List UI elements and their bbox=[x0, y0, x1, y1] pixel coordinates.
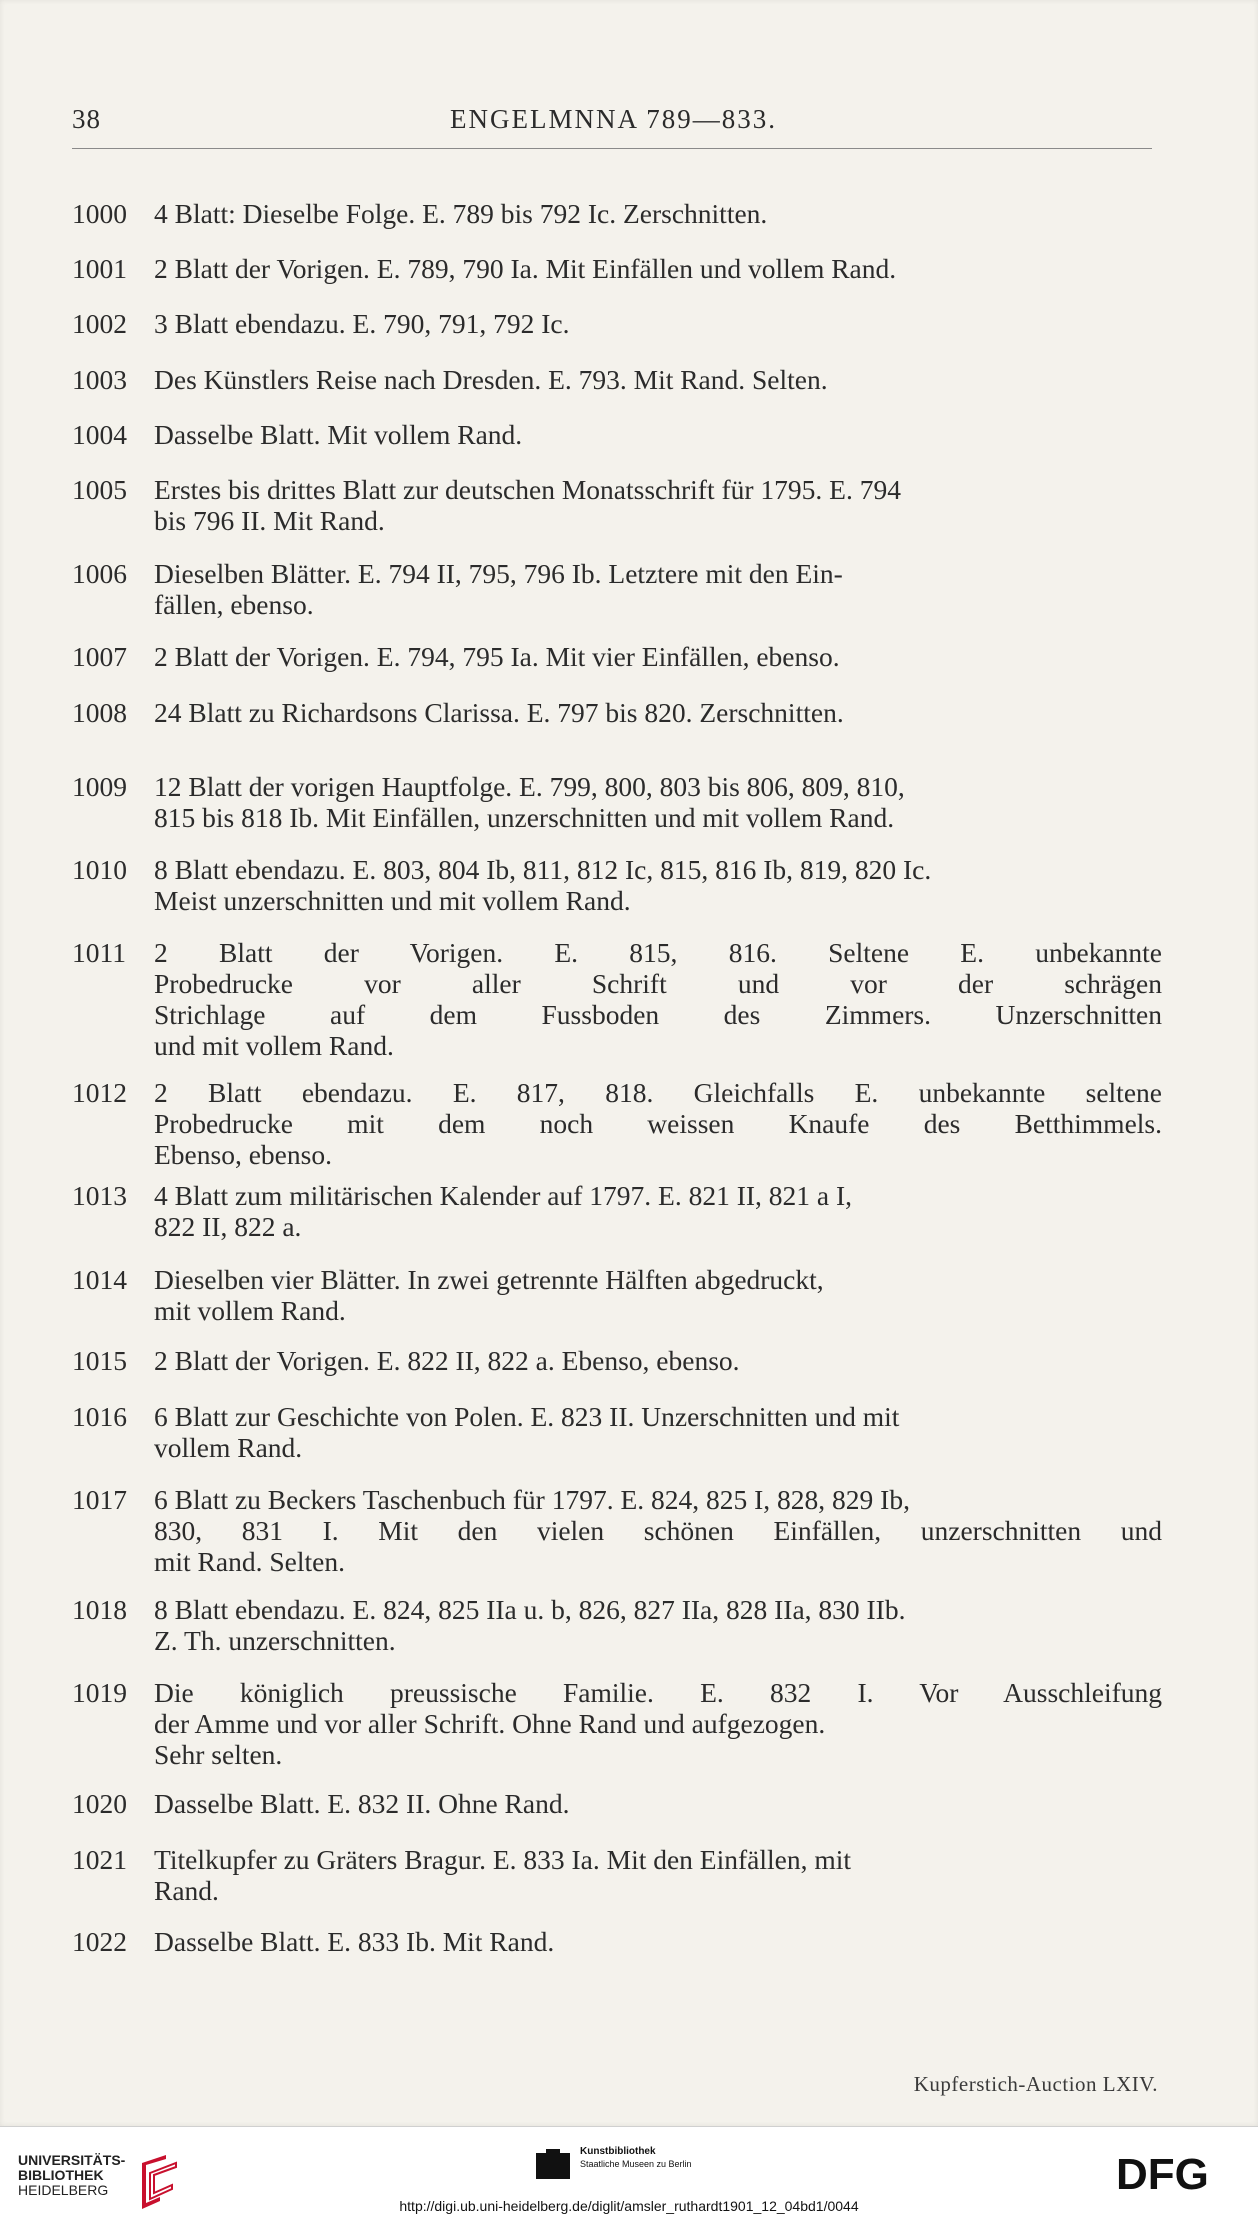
entry-text bbox=[154, 1264, 1162, 1326]
kb-title: Kunstbibliothek bbox=[580, 2146, 656, 2157]
entry-line: Meist unzerschnitten und mit vollem Rand. bbox=[154, 885, 631, 916]
entry-number: 1009 bbox=[72, 771, 127, 802]
entry-number: 1019 bbox=[72, 1677, 127, 1708]
entry-line: Dieselben vier Blätter. In zwei getrennte Hälften abgedruckt, bbox=[154, 1264, 824, 1295]
entry-line: 822 II, 822 a. bbox=[154, 1211, 302, 1242]
entry-line: 4 Blatt: Dieselbe Folge. E. 789 bis 792 Ic. Zerschnitten. bbox=[154, 198, 768, 229]
catalogue-entry bbox=[72, 474, 1162, 536]
entry-text bbox=[154, 419, 1162, 450]
entry-text bbox=[154, 937, 1162, 1061]
catalogue-entry bbox=[72, 253, 1162, 284]
entry-line: Dasselbe Blatt. E. 833 Ib. Mit Rand. bbox=[154, 1926, 555, 1957]
signature-footer: Kupferstich-Auction LXIV. bbox=[913, 2072, 1158, 2096]
header-rule bbox=[72, 148, 1152, 149]
entry-line: 2 Blatt der Vorigen. E. 789, 790 Ia. Mit Einfällen und vollem Rand. bbox=[154, 253, 897, 284]
entry-line: Des Künstlers Reise nach Dresden. E. 793. Mit Rand. Selten. bbox=[154, 364, 828, 395]
entry-number: 1010 bbox=[72, 854, 127, 885]
entry-text bbox=[154, 558, 1162, 620]
entry-line: Rand. bbox=[154, 1875, 219, 1906]
entry-line: Sehr selten. bbox=[154, 1739, 283, 1770]
entry-number: 1008 bbox=[72, 697, 127, 728]
entry-line: 4 Blatt zum militärischen Kalender auf 1797. E. 821 II, 821 a I, bbox=[154, 1180, 853, 1211]
entry-text bbox=[154, 474, 1162, 536]
entry-number: 1020 bbox=[72, 1788, 127, 1819]
entry-line: 815 bis 818 Ib. Mit Einfällen, unzerschnitten und mit vollem Rand. bbox=[154, 802, 895, 833]
entry-number: 1021 bbox=[72, 1844, 127, 1875]
catalogue-entry bbox=[72, 364, 1162, 395]
catalogue-entry bbox=[72, 854, 1162, 916]
catalogue-entry bbox=[72, 558, 1162, 620]
entry-line: 2 Blatt der Vorigen. E. 794, 795 Ia. Mit vier Einfällen, ebenso. bbox=[154, 641, 840, 672]
catalogue-entry bbox=[72, 1180, 1162, 1242]
entry-text bbox=[154, 253, 1162, 284]
kunstbibliothek-emblem-icon bbox=[536, 2149, 570, 2179]
entry-text bbox=[154, 1345, 1162, 1376]
entry-number: 1000 bbox=[72, 198, 127, 229]
entry-line: 3 Blatt ebendazu. E. 790, 791, 792 Ic. bbox=[154, 308, 570, 339]
entry-text bbox=[154, 1594, 1162, 1656]
entry-number: 1014 bbox=[72, 1264, 127, 1295]
entry-line: 830, 831 I. Mit den vielen schönen Einfällen, unzerschnitten und bbox=[154, 1515, 1162, 1546]
entry-number: 1016 bbox=[72, 1401, 127, 1432]
entry-number: 1015 bbox=[72, 1345, 127, 1376]
entry-number: 1007 bbox=[72, 641, 127, 672]
entry-number: 1012 bbox=[72, 1077, 127, 1108]
dfg-logo[interactable] bbox=[1116, 2153, 1236, 2200]
catalogue-entry bbox=[72, 1788, 1162, 1819]
entry-line: mit Rand. Selten. bbox=[154, 1546, 345, 1577]
catalogue-entry bbox=[72, 1345, 1162, 1376]
ub-heidelberg-logo[interactable] bbox=[18, 2153, 125, 2198]
kb-subtitle: Staatliche Museen zu Berlin bbox=[580, 2159, 692, 2169]
catalogue-entry bbox=[72, 641, 1162, 672]
catalogue-entry bbox=[72, 1077, 1162, 1170]
entry-line: Strichlage auf dem Fussboden des Zimmers. Unzerschnitten bbox=[154, 999, 1162, 1030]
entry-number: 1005 bbox=[72, 474, 127, 505]
entry-number: 1006 bbox=[72, 558, 127, 589]
page-number: 38 bbox=[72, 104, 101, 134]
entry-line: fällen, ebenso. bbox=[154, 589, 314, 620]
entry-text bbox=[154, 1926, 1162, 1957]
entry-line: 8 Blatt ebendazu. E. 803, 804 Ib, 811, 812 Ic, 815, 816 Ib, 819, 820 Ic. bbox=[154, 854, 932, 885]
entry-line: Dieselben Blätter. E. 794 II, 795, 796 Ib. Letztere mit den Ein- bbox=[154, 558, 843, 589]
entry-line: der Amme und vor aller Schrift. Ohne Rand und aufgezogen. bbox=[154, 1708, 826, 1739]
entry-number: 1002 bbox=[72, 308, 127, 339]
catalogue-entry bbox=[72, 1677, 1162, 1770]
ub-line-3: HEIDELBERG bbox=[18, 2182, 109, 2198]
entry-line: 6 Blatt zur Geschichte von Polen. E. 823 II. Unzerschnitten und mit bbox=[154, 1401, 900, 1432]
entry-line: 2 Blatt der Vorigen. E. 822 II, 822 a. Ebenso, ebenso. bbox=[154, 1345, 740, 1376]
entry-line: Ebenso, ebenso. bbox=[154, 1139, 332, 1170]
catalogue-entry bbox=[72, 1484, 1162, 1577]
entry-text bbox=[154, 771, 1162, 833]
entry-line: bis 796 II. Mit Rand. bbox=[154, 505, 385, 536]
entry-line: vollem Rand. bbox=[154, 1432, 303, 1463]
entry-number: 1018 bbox=[72, 1594, 127, 1625]
entry-text bbox=[154, 641, 1162, 672]
entry-line: und mit vollem Rand. bbox=[154, 1030, 394, 1061]
entry-text bbox=[154, 1180, 1162, 1242]
catalogue-entry bbox=[72, 419, 1162, 450]
ub-line-2: BIBLIOTHEK bbox=[18, 2167, 104, 2183]
entry-line: 8 Blatt ebendazu. E. 824, 825 IIa u. b, 826, 827 IIa, 828 IIa, 830 IIb. bbox=[154, 1594, 906, 1625]
entry-number: 1003 bbox=[72, 364, 127, 395]
catalogue-entry bbox=[72, 937, 1162, 1061]
entry-number: 1011 bbox=[72, 937, 126, 968]
entry-text bbox=[154, 308, 1162, 339]
catalogue-entry bbox=[72, 771, 1162, 833]
entry-text bbox=[154, 1788, 1162, 1819]
entry-text bbox=[154, 854, 1162, 916]
entry-number: 1013 bbox=[72, 1180, 127, 1211]
entry-text bbox=[154, 364, 1162, 395]
entry-line: 6 Blatt zu Beckers Taschenbuch für 1797. E. 824, 825 I, 828, 829 Ib, bbox=[154, 1484, 910, 1515]
entry-line: 2 Blatt der Vorigen. E. 815, 816. Seltene E. unbekannte bbox=[154, 937, 1162, 968]
entry-line: Die königlich preussische Familie. E. 832 I. Vor Ausschleifung bbox=[154, 1677, 1162, 1708]
dfg-text: DFG bbox=[1116, 2153, 1209, 2195]
catalogue-entry bbox=[72, 1401, 1162, 1463]
dfg-wordmark-icon bbox=[1116, 2153, 1236, 2195]
entry-line: Probedrucke mit dem noch weissen Knaufe des Betthimmels. bbox=[154, 1108, 1162, 1139]
catalogue-entry bbox=[72, 1926, 1162, 1957]
ub-line-1: UNIVERSITÄTS- bbox=[18, 2152, 126, 2168]
catalogue-entry bbox=[72, 1264, 1162, 1326]
entry-number: 1017 bbox=[72, 1484, 127, 1515]
running-title: ENGELMNNA 789—833. bbox=[450, 104, 777, 134]
entry-text bbox=[154, 198, 1162, 229]
entry-line: 2 Blatt ebendazu. E. 817, 818. Gleichfalls E. unbekannte seltene bbox=[154, 1077, 1162, 1108]
entry-line: Erstes bis drittes Blatt zur deutschen Monatsschrift für 1795. E. 794 bbox=[154, 474, 901, 505]
entry-number: 1004 bbox=[72, 419, 127, 450]
entry-line: Z. Th. unzerschnitten. bbox=[154, 1625, 396, 1656]
entry-number: 1022 bbox=[72, 1926, 127, 1957]
entry-line: 12 Blatt der vorigen Hauptfolge. E. 799, 800, 803 bis 806, 809, 810, bbox=[154, 771, 905, 802]
entry-text bbox=[154, 1677, 1162, 1770]
entry-line: Dasselbe Blatt. Mit vollem Rand. bbox=[154, 419, 523, 450]
entry-line: Dasselbe Blatt. E. 832 II. Ohne Rand. bbox=[154, 1788, 570, 1819]
entry-line: mit vollem Rand. bbox=[154, 1295, 346, 1326]
entry-text bbox=[154, 1844, 1162, 1906]
entry-text bbox=[154, 1484, 1162, 1577]
catalogue-entry bbox=[72, 1594, 1162, 1656]
entry-line: Titelkupfer zu Gräters Bragur. E. 833 Ia. Mit den Einfällen, mit bbox=[154, 1844, 852, 1875]
catalogue-entry bbox=[72, 198, 1162, 229]
entry-line: 24 Blatt zu Richardsons Clarissa. E. 797 bis 820. Zerschnitten. bbox=[154, 697, 844, 728]
entry-text bbox=[154, 1401, 1162, 1463]
catalogue-entry bbox=[72, 697, 1162, 728]
entry-text bbox=[154, 697, 1162, 728]
source-url-link[interactable]: http://digi.ub.uni-heidelberg.de/diglit/amsler_ruthardt1901_12_04bd1/0044 bbox=[399, 2198, 859, 2214]
entry-number: 1001 bbox=[72, 253, 127, 284]
entry-text bbox=[154, 1077, 1162, 1170]
entry-line: Probedrucke vor aller Schrift und vor der schrägen bbox=[154, 968, 1162, 999]
catalogue-entry bbox=[72, 1844, 1162, 1906]
catalogue-entry bbox=[72, 308, 1162, 339]
